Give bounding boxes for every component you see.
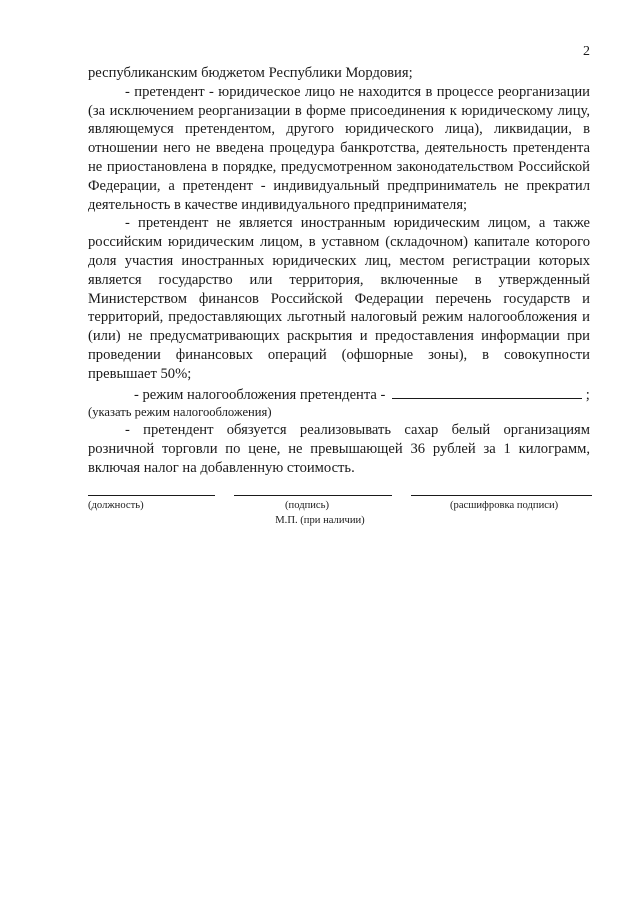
- tax-regime-label: - режим налогообложения претендента -: [134, 386, 386, 403]
- paragraph-continuation: республиканским бюджетом Республики Мордовия;: [88, 65, 413, 81]
- stamp-caption: М.П. (при наличии): [275, 515, 365, 526]
- paragraph-foreign-entity: - претендент не является иностранным юридическим лицом, а также российским юридическим лицом, в уставном (складочном) капитале которого доля участия иностранных юридических лиц, местом регистрации которых является государство или территория, включенные в утвержденный Министерством финансов Российской Федерации перечень государств и территорий, предоставляющих льготный налоговый режим налогообложения и (или) не предусматривающих раскрытия и предоставления информации при проведении финансовых операций (офшорные зоны), в совокупности превышает 50%;: [88, 215, 590, 382]
- page-number: 2: [583, 44, 590, 59]
- tax-regime-terminator: ;: [585, 386, 590, 403]
- signature-line[interactable]: [234, 495, 392, 496]
- tax-regime-hint: (указать режим налогообложения): [88, 405, 272, 420]
- position-caption: (должность): [88, 500, 144, 511]
- decoding-caption: (расшифровка подписи): [450, 500, 559, 511]
- tax-regime-line: [88, 384, 590, 405]
- paragraph-sugar-price: - претендент обязуется реализовывать сахар белый организациям розничной торговли по цене, не превышающей 36 рублей за 1 килограмм, включая налог на добавленную стоимость.: [88, 422, 590, 476]
- signature-caption: (подпись): [285, 500, 329, 511]
- tax-regime-fill-line[interactable]: [392, 384, 582, 399]
- document-body: [88, 64, 590, 478]
- decoding-line[interactable]: [411, 495, 592, 496]
- position-line[interactable]: [88, 495, 215, 496]
- paragraph-reorganization: - претендент - юридическое лицо не находится в процессе реорганизации (за исключением реорганизации в форме присоединения к юридическому лицу, являющемуся претендентом, другого юридического лица), ликвидации, в отношении него не введена процедура банкротства, деятельность претендента не приостановлена в порядке, предусмотренном законодательством Российской Федерации, а претендент - индивидуальный предприниматель не прекратил деятельность в качестве индивидуального предпринимателя;: [88, 83, 590, 213]
